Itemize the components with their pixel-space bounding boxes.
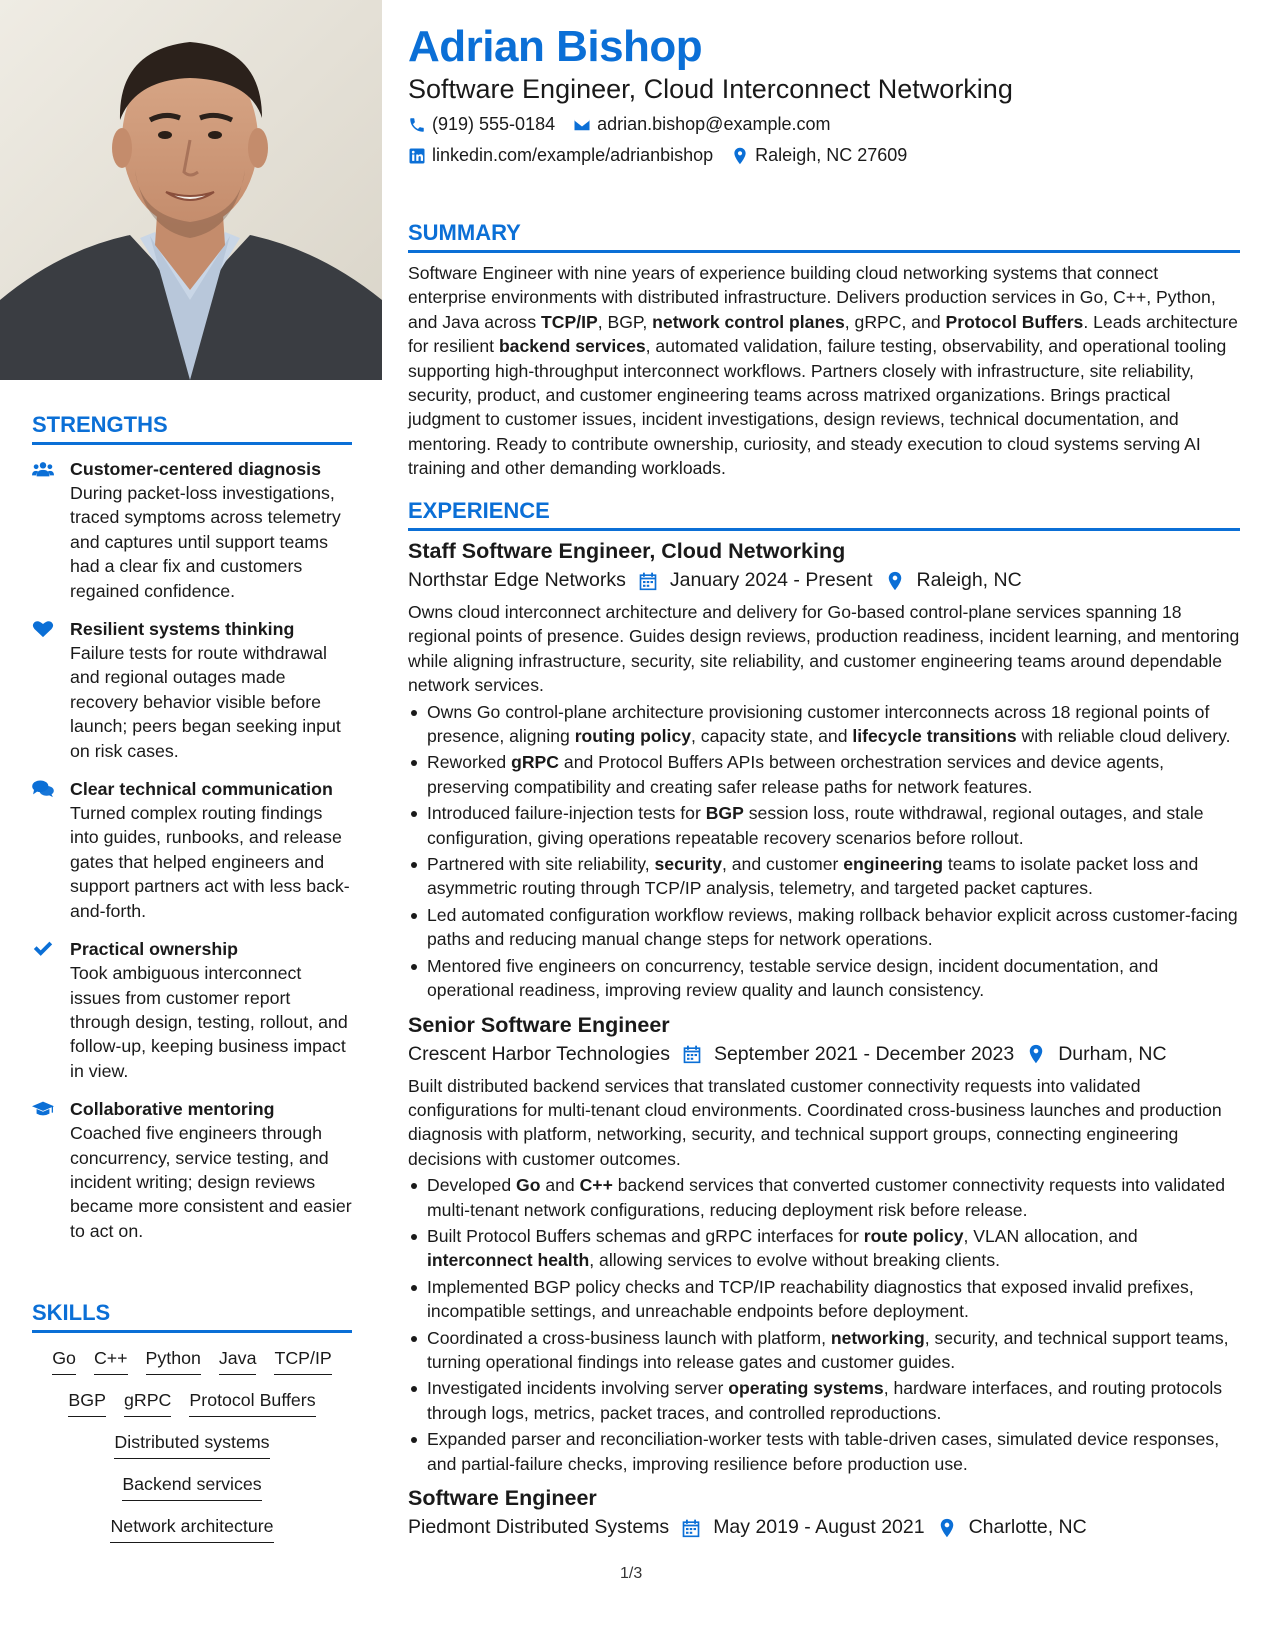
strength-text: Failure tests for route withdrawal and regional outages made recovery behavior visible before launch; peers began seeking input on risk cases. <box>70 643 341 761</box>
job-description: Built distributed backend services that translated customer connectivity requests into validated configurations for multi-tenant cloud environments. Coordinated cross-business launches and production diagnosis with platform, networking, security, and technical support groups, connecting engineering decisions with customer outcomes. <box>408 1075 1222 1169</box>
job-meta <box>408 1516 1240 1539</box>
map-pin-icon <box>731 147 749 165</box>
job-entry <box>408 1013 1240 1477</box>
skills-row <box>32 1389 352 1417</box>
job-title: Senior Software Engineer <box>408 1012 670 1037</box>
users-icon <box>32 457 58 603</box>
calendar-icon <box>638 571 658 591</box>
strength-item <box>32 457 352 603</box>
list-item: Led automated configuration workflow reviews, making rollback behavior explicit across customer-facing paths and reducing manual change steps for network operations. <box>408 903 1240 952</box>
contact-row <box>408 145 907 166</box>
candidate-name: Adrian Bishop <box>408 22 703 71</box>
sidebar <box>0 0 382 1650</box>
list-item: Investigated incidents involving server operating systems, hardware interfaces, and routing protocols through logs, metrics, packet traces, and controlled reproductions. <box>408 1376 1240 1425</box>
summary-text: Software Engineer with nine years of experience building cloud networking systems that connect enterprise environments with distributed infrastructure. Delivers production services in Go, C++, Python, and Java across TCP/IP, BGP, network control planes, gRPC, and Protocol Buffers. Leads architecture for resilient backend services, automated validation, failure testing, observability, and operational tooling supporting high-throughput interconnect workflows. Partners closely with infrastructure, site reliability, security, product, and customer engineering teams across matrixed organizations. Brings practical judgment to customer issues, incident investigations, design reviews, technical documentation, and mentoring. Ready to contribute ownership, curiosity, and steady execution to cloud systems serving AI training and other demanding workloads. <box>408 263 1238 479</box>
comments-icon <box>32 777 58 923</box>
list-item: Developed Go and C++ backend services that converted customer connectivity requests into validated multi-tenant network configurations, reducing deployment risk before release. <box>408 1173 1240 1222</box>
skill-tag: Java <box>219 1347 257 1375</box>
strength-item <box>32 777 352 923</box>
linkedin-icon <box>408 147 426 165</box>
job-entry <box>408 1486 1240 1539</box>
heart-icon <box>32 617 58 763</box>
location-text: Raleigh, NC 27609 <box>755 145 908 165</box>
list-item: Reworked gRPC and Protocol Buffers APIs between orchestration services and device agents, preserving compatibility and creating safer release paths for network features. <box>408 750 1240 799</box>
list-item: Built Protocol Buffers schemas and gRPC interfaces for route policy, VLAN allocation, and interconnect health, allowing services to evolve without breaking clients. <box>408 1224 1240 1273</box>
strength-text: Turned complex routing findings into guides, runbooks, and release gates that helped engineers and support partners act with less back-and-forth. <box>70 803 350 921</box>
skill-tag: Network architecture <box>110 1515 273 1543</box>
map-pin-icon <box>885 571 905 591</box>
job-dates: September 2021 - December 2023 <box>713 1042 1015 1065</box>
contact-row <box>408 114 831 135</box>
calendar-icon <box>681 1518 701 1538</box>
skill-tag: gRPC <box>124 1389 171 1417</box>
list-item: Coordinated a cross-business launch with platform, networking, security, and technical support teams, turning operational findings into release gates and customer guides. <box>408 1326 1240 1375</box>
job-location: Raleigh, NC <box>916 569 1022 591</box>
list-item: Expanded parser and reconciliation-worker tests with table-driven cases, simulated device responses, and partial-failure checks, improving resilience before production use. <box>408 1427 1240 1476</box>
strength-text: Took ambiguous interconnect issues from customer report through design, testing, rollout, and follow-up, keeping business impact in view. <box>70 963 348 1081</box>
job-location: Charlotte, NC <box>968 1516 1087 1538</box>
list-item: Implemented BGP policy checks and TCP/IP reachability diagnostics that exposed invalid prefixes, incompatible settings, and unreachable endpoints before deployment. <box>408 1275 1240 1324</box>
profile-photo <box>0 0 382 380</box>
job-meta <box>408 1043 1240 1066</box>
email-contact[interactable] <box>573 114 830 135</box>
check-icon <box>32 937 58 1083</box>
strength-title: Resilient systems thinking <box>70 619 295 640</box>
strength-text: During packet-loss investigations, traced symptoms across telemetry and captures until support teams had a clear fix and customers regained confidence. <box>70 483 341 601</box>
graduation-cap-icon <box>32 1097 58 1243</box>
summary-section <box>408 220 1240 481</box>
skill-tag: Backend services <box>122 1473 261 1501</box>
email-text: adrian.bishop@example.com <box>597 114 831 134</box>
job-dates: January 2024 - Present <box>669 569 873 591</box>
linkedin-contact[interactable] <box>408 145 713 166</box>
envelope-icon <box>573 116 591 134</box>
job-meta <box>408 569 1240 592</box>
location-contact <box>731 145 907 166</box>
skills-row <box>32 1473 352 1501</box>
strength-item <box>32 1097 352 1243</box>
job-entry <box>408 539 1240 1003</box>
skill-tag: BGP <box>68 1389 106 1417</box>
map-pin-icon <box>1026 1044 1046 1064</box>
skills-row <box>32 1347 352 1375</box>
job-description: Owns cloud interconnect architecture and delivery for Go-based control-plane services spanning 18 regional points of presence. Guides design reviews, production readiness, incident learning, and mentoring while aligning infrastructure, security, site reliability, and customer engineering teams around dependable network services. <box>408 602 1240 696</box>
job-title: Staff Software Engineer, Cloud Networking <box>408 539 846 563</box>
job-title: Software Engineer <box>408 1486 597 1510</box>
skill-tag: TCP/IP <box>274 1347 331 1375</box>
strength-item <box>32 617 352 763</box>
section-title-skills: SKILLS <box>32 1300 352 1333</box>
strength-item <box>32 937 352 1083</box>
strength-text: Coached five engineers through concurrency, service testing, and incident writing; design reviews became more consistent and easier to act on. <box>70 1123 352 1241</box>
calendar-icon <box>682 1044 702 1064</box>
list-item: Partnered with site reliability, security, and customer engineering teams to isolate packet loss and asymmetric routing through TCP/IP analysis, telemetry, and targeted packet captures. <box>408 852 1240 901</box>
map-pin-icon <box>937 1518 957 1538</box>
strength-title: Clear technical communication <box>70 779 333 800</box>
list-item: Introduced failure-injection tests for BGP session loss, route withdrawal, regional outages, and stale configuration, giving operations repeatable recovery scenarios before rollout. <box>408 801 1240 850</box>
skills-row <box>32 1515 352 1543</box>
list-item: Mentored five engineers on concurrency, testable service design, incident documentation, and operational readiness, improving review quality and launch consistency. <box>408 954 1240 1003</box>
candidate-role: Software Engineer, Cloud Interconnect Networking <box>408 74 1013 104</box>
job-bullets <box>408 1173 1240 1476</box>
job-company: Northstar Edge Networks <box>408 569 626 591</box>
skills-section <box>32 1300 352 1543</box>
section-title-strengths: STRENGTHS <box>32 412 352 445</box>
strength-title: Customer-centered diagnosis <box>70 459 321 479</box>
strengths-section <box>32 412 352 1257</box>
phone-text: (919) 555-0184 <box>432 114 556 134</box>
section-title-summary: SUMMARY <box>408 220 1240 253</box>
job-company: Crescent Harbor Technologies <box>408 1042 670 1065</box>
skill-tag: C++ <box>94 1347 128 1375</box>
job-company: Piedmont Distributed Systems <box>408 1516 670 1538</box>
skill-tag: Distributed systems <box>114 1431 269 1459</box>
job-dates: May 2019 - August 2021 <box>713 1516 925 1538</box>
section-title-experience: EXPERIENCE <box>408 498 1240 531</box>
page-number: 1/3 <box>620 1565 643 1582</box>
skill-tag: Python <box>146 1347 201 1375</box>
skill-tag: Protocol Buffers <box>189 1389 315 1417</box>
skill-tag: Go <box>52 1347 76 1375</box>
phone-contact[interactable] <box>408 114 555 135</box>
linkedin-text: linkedin.com/example/adrianbishop <box>432 145 714 165</box>
phone-icon <box>408 116 426 134</box>
experience-section <box>408 498 1240 1549</box>
job-location: Durham, NC <box>1058 1042 1167 1065</box>
list-item: Owns Go control-plane architecture provisioning customer interconnects across 18 regional points of presence, aligning routing policy, capacity state, and lifecycle transitions with reliable cloud delivery. <box>408 700 1240 749</box>
strength-title: Practical ownership <box>70 939 238 960</box>
strength-title: Collaborative mentoring <box>70 1099 275 1120</box>
job-bullets <box>408 700 1240 1003</box>
skills-row <box>32 1431 352 1459</box>
